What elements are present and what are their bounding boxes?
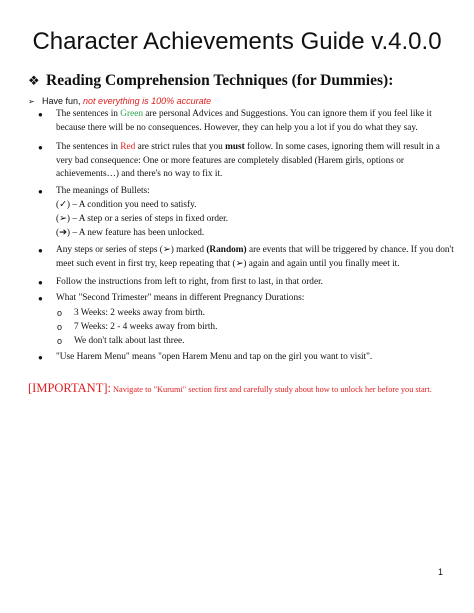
important-note (28, 381, 468, 397)
page-number: 1 (438, 567, 444, 577)
bullet-dot-icon: ● (38, 110, 43, 119)
random-post: are events that will be triggered by chance. If you don't (246, 245, 454, 255)
arrowhead-icon: ➢ (59, 214, 67, 224)
bullet-dot-icon: ● (38, 294, 43, 303)
green-rule-pre: The sentences in (56, 109, 121, 119)
section-heading (28, 71, 448, 91)
harem-menu-note: "Use Harem Menu" means "open Harem Menu and tap on the girl you want to visit". (56, 352, 373, 362)
diamond-flower-icon: ❖ (28, 73, 40, 88)
random-mid: ) marked (170, 245, 207, 255)
random-rule-line2 (56, 258, 400, 270)
paren-open: ( (56, 200, 60, 210)
meaning-arrowhead-text: ) – A step or a series of steps in fixed order. (66, 214, 229, 224)
section-heading-text: Reading Comprehension Techniques (for Dummies): (46, 72, 394, 89)
page-title: Character Achievements Guide v.4.0.0 (32, 28, 442, 55)
red-rule-pre: The sentences in (56, 142, 121, 152)
meaning-arrow (56, 227, 204, 239)
bullet-dot-icon: ● (38, 278, 43, 287)
red-rule-mid: are strict rules that you (135, 142, 226, 152)
red-rule-line3: achievements…) and there's no way to fix it. (56, 169, 223, 179)
meaning-arrow-text: ) – A new feature has been unlocked. (66, 228, 205, 238)
trimester-intro: What "Second Trimester" means in different Pregnancy Durations: (56, 293, 305, 303)
circle-bullet-icon: o (57, 308, 63, 318)
paren-open: ( (56, 228, 60, 238)
trimester-item: 3 Weeks: 2 weeks away from birth. (74, 308, 206, 318)
must-word: must (225, 142, 245, 152)
have-fun-note: not everything is 100% accurate (83, 96, 212, 106)
meaning-arrowhead (56, 213, 228, 225)
random-pre: Any steps or series of steps ( (56, 245, 163, 255)
random-rule-line1 (56, 244, 454, 256)
bullet-dot-icon: ● (38, 353, 43, 362)
red-rule-line2: very bad consequence: One or more features are completely disabled (Harem girls, options or (56, 156, 404, 166)
red-rule-line1 (56, 141, 440, 153)
meaning-checkmark-text: ) – A condition you need to satisfy. (66, 200, 197, 210)
have-fun-text: Have fun, (42, 96, 81, 106)
red-word: Red (120, 142, 136, 152)
important-tag: [IMPORTANT]: (28, 381, 111, 395)
green-rule-line2: because there will be no consequences. However, they can help you a lot if you do what they say. (56, 123, 418, 133)
green-rule-post: are personal Advices and Suggestions. You can ignore them if you feel like it (143, 109, 432, 119)
bullet-dot-icon: ● (38, 246, 43, 255)
circle-bullet-icon: o (57, 322, 63, 332)
bullet-dot-icon: ● (38, 143, 43, 152)
arrowhead-icon: ➢ (28, 97, 35, 106)
green-word: Green (120, 109, 143, 119)
circle-bullet-icon: o (57, 336, 63, 346)
trimester-item: We don't talk about last three. (74, 336, 185, 346)
random-line2-pre: meet such event in first try, keep repeating that ( (56, 259, 236, 269)
bullet-meanings-intro: The meanings of Bullets: (56, 186, 150, 196)
arrowhead-icon: ➢ (235, 259, 244, 269)
meaning-checkmark (56, 199, 196, 211)
random-line2-post: ) again and again until you finally meet it. (243, 259, 400, 269)
trimester-item: 7 Weeks: 2 - 4 weeks away from birth. (74, 322, 218, 332)
right-arrow-icon: ➔ (59, 228, 67, 238)
arrowhead-icon: ➢ (162, 245, 171, 255)
red-rule-post: follow. In some cases, ignoring them will result in a (244, 142, 440, 152)
paren-open: ( (56, 214, 60, 224)
have-fun-item (28, 95, 448, 108)
important-text: Navigate to "Kurumi" section first and carefully study about how to unlock her before you start. (110, 385, 432, 394)
follow-instructions: Follow the instructions from left to right, from first to last, in that order. (56, 277, 323, 287)
bullet-dot-icon: ● (38, 187, 43, 196)
checkmark-icon: ✓ (59, 200, 67, 210)
green-rule-line1 (56, 108, 432, 120)
random-tag: (Random) (206, 245, 247, 255)
